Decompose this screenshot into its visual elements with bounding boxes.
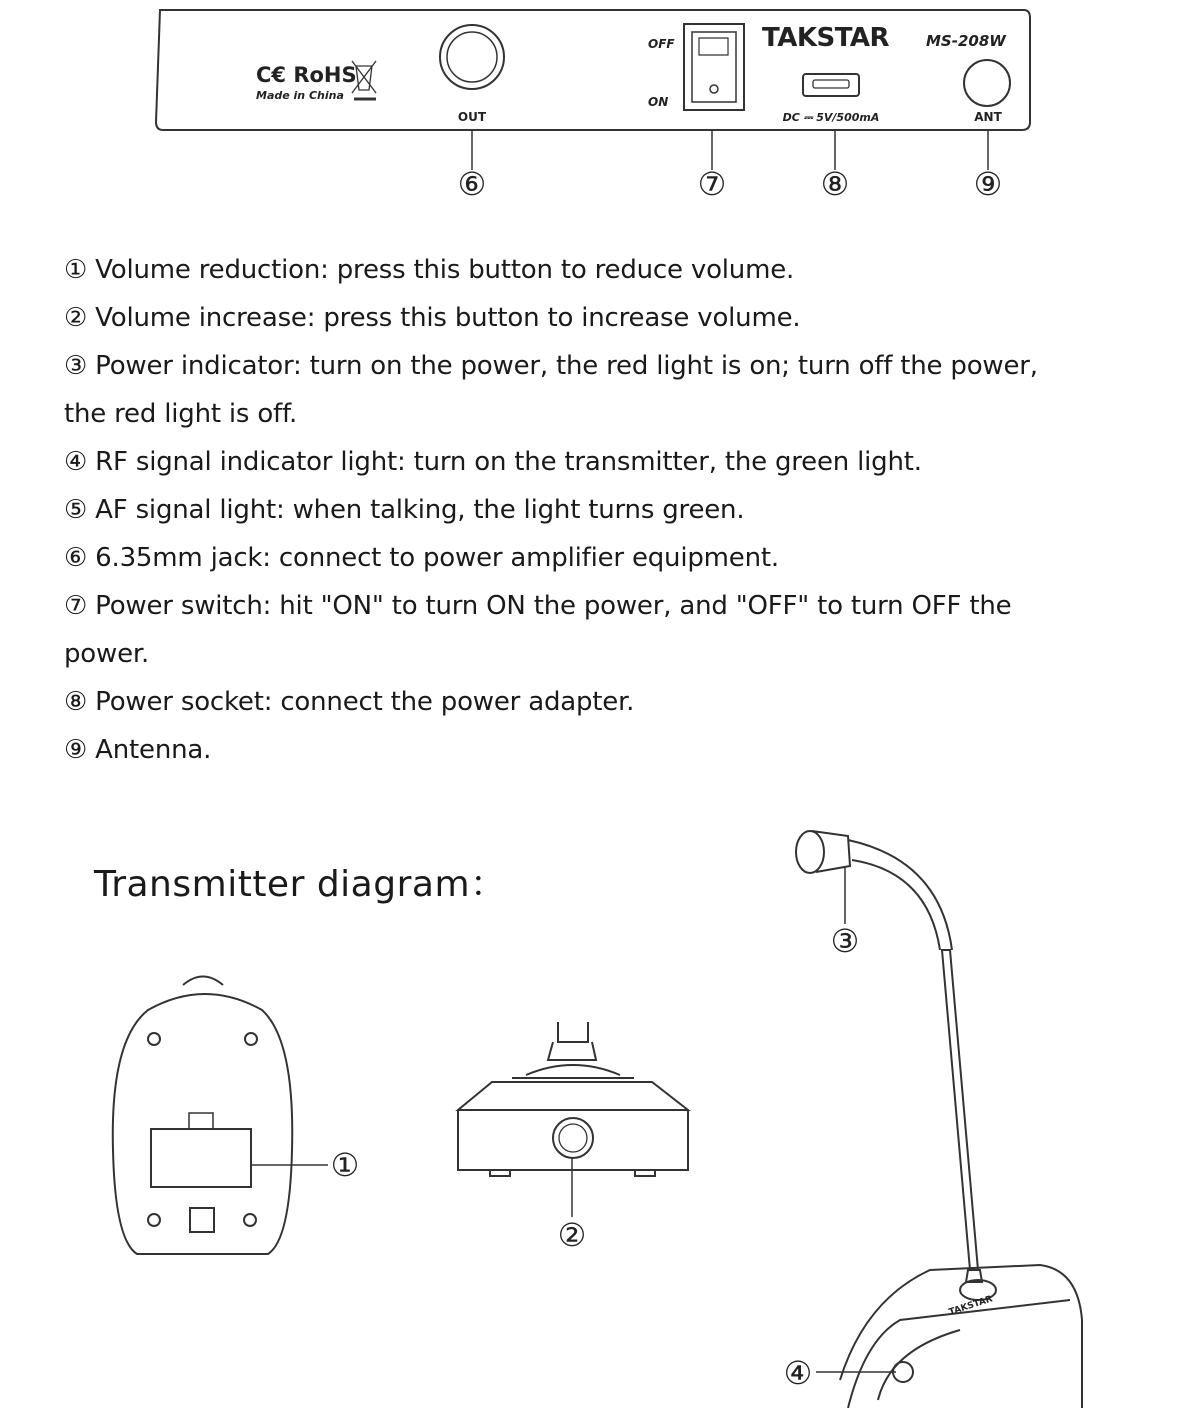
made-in-label: Made in China bbox=[256, 89, 344, 102]
callout-2: ② bbox=[557, 1216, 587, 1254]
description-line: ⑥ 6.35mm jack: connect to power amplifier equipment. bbox=[64, 543, 779, 573]
description-line: power. bbox=[64, 639, 150, 669]
brand-logo: TAKSTAR bbox=[762, 23, 890, 53]
ant-label: ANT bbox=[974, 110, 1002, 124]
callout-3: ③ bbox=[830, 922, 860, 960]
description-line: ⑦ Power switch: hit "ON" to turn ON the power, and "OFF" to turn OFF the bbox=[64, 591, 1012, 621]
base-rear-view-drawing bbox=[458, 1022, 688, 1176]
description-line: the red light is off. bbox=[64, 399, 298, 429]
description-line: ④ RF signal indicator light: turn on the transmitter, the green light. bbox=[64, 447, 922, 477]
power-switch-icon bbox=[684, 24, 744, 110]
transmitter-diagram-title: Transmitter diagram： bbox=[94, 864, 507, 905]
feature-description-list bbox=[64, 246, 1174, 774]
description-line: ② Volume increase: press this button to increase volume. bbox=[64, 303, 801, 333]
certification-marks: C€ RoHS bbox=[256, 63, 357, 87]
description-line: ⑨ Antenna. bbox=[64, 735, 212, 765]
off-label: OFF bbox=[648, 37, 675, 51]
model-number: MS-208W bbox=[926, 32, 1006, 50]
description-line: ① Volume reduction: press this button to reduce volume. bbox=[64, 255, 795, 285]
callout-9: ⑨ bbox=[973, 165, 1003, 203]
callout-7: ⑦ bbox=[697, 165, 727, 203]
callout-8: ⑧ bbox=[820, 165, 850, 203]
description-line: ⑧ Power socket: connect the power adapter. bbox=[64, 687, 635, 717]
receiver-rear-panel-diagram bbox=[0, 0, 1200, 215]
callout-1: ① bbox=[330, 1146, 360, 1184]
antenna-icon bbox=[964, 60, 1010, 106]
callout-4: ④ bbox=[783, 1354, 813, 1392]
dc-rating-label: DC ⎓ 5V/500mA bbox=[782, 111, 880, 124]
gooseneck-microphone-drawing bbox=[796, 831, 1082, 1408]
power-socket-icon bbox=[803, 74, 859, 96]
on-label: ON bbox=[648, 95, 669, 109]
rf-indicator-icon bbox=[893, 1362, 913, 1382]
xlr-connector-icon bbox=[553, 1118, 593, 1158]
base-brand-label: TAKSTAR bbox=[947, 1294, 994, 1318]
out-label: OUT bbox=[457, 110, 487, 124]
base-bottom-view-drawing bbox=[113, 977, 292, 1255]
description-line: ③ Power indicator: turn on the power, the red light is on; turn off the power, bbox=[64, 351, 1038, 381]
callout-6: ⑥ bbox=[457, 165, 487, 203]
description-line: ⑤ AF signal light: when talking, the light turns green. bbox=[64, 495, 745, 525]
battery-cover bbox=[151, 1129, 251, 1187]
out-jack-icon bbox=[440, 25, 504, 89]
